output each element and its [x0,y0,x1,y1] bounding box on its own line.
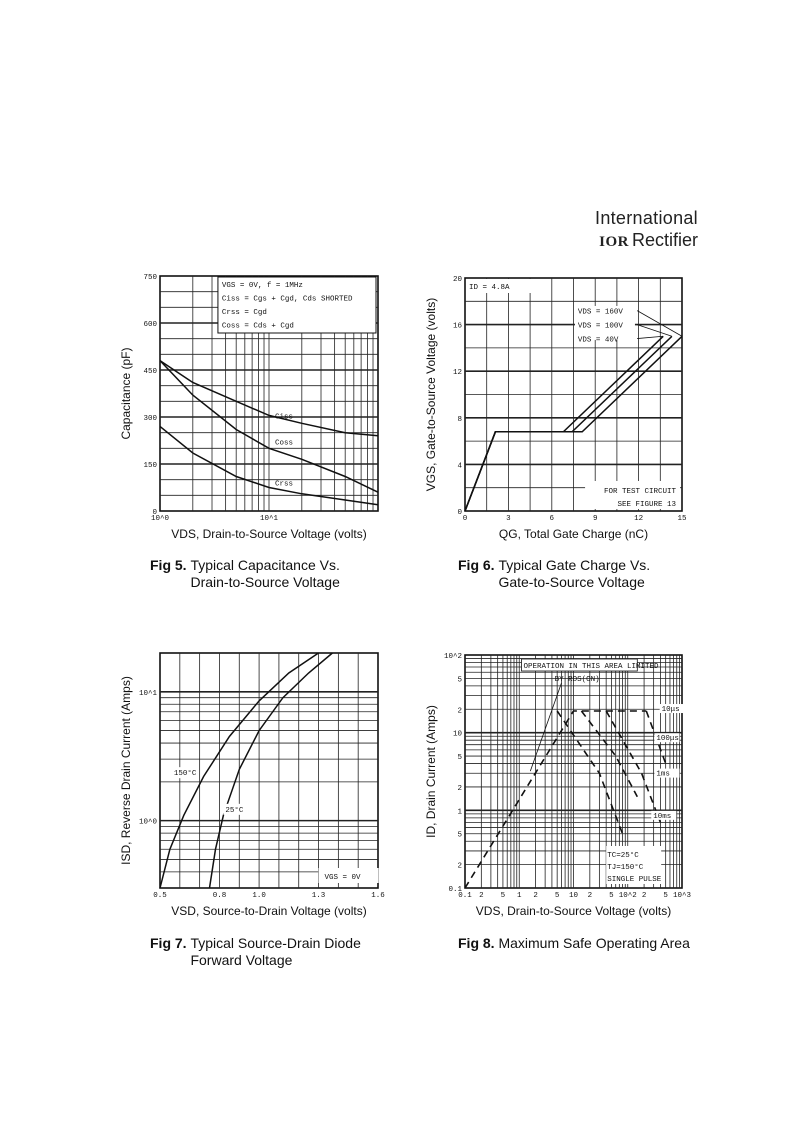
chart-6-x-axis-title: QG, Total Gate Charge (nC) [498,527,649,541]
chart-5-y-tick-label: 750 [143,274,157,282]
chart-8-x-tick-label: 2 [587,892,593,900]
chart-6-y-tick-label: 4 [457,462,462,471]
chart-6-annotation: FOR TEST CIRCUIT [603,488,676,496]
chart-7-x-tick-label: 1.3 [311,892,326,900]
chart-6-x-tick-label: 0 [462,515,468,523]
chart-6-x-tick-label: 3 [506,515,511,523]
logo-brand-mark: IOR [599,234,629,250]
caption-fig7-line2: Forward Voltage [190,952,293,968]
chart-8-y-tick-label: 2 [457,862,462,871]
chart-7-annotation: VGS = 0V [324,874,361,882]
chart-6-y-tick-label: 16 [452,322,462,331]
chart-8-series-label: 10ms [653,812,672,821]
chart-8-y-tick-label: 10 [452,730,462,739]
caption-fig7 [150,935,361,969]
chart-6-annotation: ID = 4.8A [469,284,510,292]
chart-8-x-tick-label: 5 [609,892,614,900]
chart-5-series-label: Crss [275,480,294,489]
chart-8-y-tick-label: 0.1 [448,886,462,894]
chart-6-x-tick-label: 9 [592,515,598,523]
caption-fig6-number: Fig 6. [458,557,495,573]
chart-8-series-label: 1ms [656,770,670,779]
chart-6-annotation: SEE FIGURE 13 [617,501,676,509]
chart-8-x-tick-label: 5 [663,892,668,900]
chart-6-grid [465,278,682,511]
chart-5-y-tick-label: 450 [143,368,157,376]
chart-6-series-label: VDS = 100V [577,322,623,331]
chart-8-x-tick-label: 2 [641,892,647,900]
chart-6-y-axis-title: VGS, Gate-to-Source Voltage (volts) [424,297,438,492]
chart-5-x-tick-label: 10^0 [150,515,170,523]
chart-7-x-tick-label: 1.6 [371,892,385,900]
chart-5-series-label: Ciss [275,413,294,422]
chart-8-annotation: TJ=150°C [607,864,644,872]
chart-6-y-tick-label: 0 [457,509,462,517]
chart-8-x-tick-label: 1 [516,892,522,900]
chart-7-x-axis-title: VSD, Source-to-Drain Voltage (volts) [171,904,367,918]
chart-8-series-label: 100μs [656,735,679,744]
chart-8-y-tick-label: 5 [457,831,462,840]
chart-5-y-tick-label: 0 [152,509,157,517]
chart-8-y-tick-label: 10^2 [443,653,462,661]
caption-fig6-line1: Typical Gate Charge Vs. [498,557,651,573]
chart-8-x-tick-label: 0.1 [458,892,472,900]
chart-6-leader-line [637,336,663,338]
chart-5-y-tick-label: 150 [143,462,157,470]
chart-8-annotation: OPERATION IN THIS AREA LIMITED [523,663,659,671]
chart-7-series-line [210,653,333,888]
caption-fig8 [458,935,690,952]
caption-fig5-line1: Typical Capacitance Vs. [190,557,340,573]
chart-6-x-tick-label: 12 [634,515,644,523]
chart-8-x-tick-label: 10 [568,892,579,900]
chart-6-x-tick-label: 15 [677,515,687,523]
chart-8-annotation: BY RDS(ON) [554,676,600,684]
chart-6-y-tick-label: 8 [457,415,462,424]
caption-fig6 [458,557,650,591]
chart-8-annotation: TC=25°C [607,852,639,860]
chart-8-x-tick-label: 2 [479,892,484,900]
chart-8-x-tick-label: 5 [554,892,560,900]
caption-fig5 [150,557,340,591]
chart-8-x-tick-label: 10^3 [672,892,692,900]
logo-line-2-text: Rectifier [631,230,698,250]
chart-8-y-tick-label: 5 [457,754,462,763]
chart-7-series-label: 150°C [173,770,197,779]
chart-5-legend-line: Crss = Cgd [221,309,267,317]
caption-fig6-line2: Gate-to-Source Voltage [498,574,645,590]
caption-fig5-line2: Drain-to-Source Voltage [190,574,340,590]
chart-8-annotation: SINGLE PULSE [607,876,662,884]
chart-6-y-tick-label: 20 [452,276,462,284]
chart-7-series-label: 25°C [225,806,244,815]
chart-8-x-axis-title: VDS, Drain-to-Source Voltage (volts) [475,904,672,918]
chart-8-y-axis-title: ID, Drain Current (Amps) [424,705,438,838]
chart-8-y-tick-label: 5 [457,676,462,685]
caption-fig8-number: Fig 8. [458,935,495,951]
chart-7-y-axis-title: ISD, Reverse Drain Current (Amps) [119,676,133,865]
caption-fig5-number: Fig 5. [150,557,187,573]
chart-6-series-label: VDS = 160V [577,308,623,317]
caption-fig8-line1: Maximum Safe Operating Area [498,935,690,951]
chart-5-y-tick-label: 300 [143,415,157,423]
chart-5-legend-line: VGS = 0V, f = 1MHz [221,282,303,290]
logo-line-1: International [595,208,698,228]
chart-8-x-tick-label: 5 [500,892,506,900]
chart-8-series-label: 10μs [661,706,680,715]
chart-5-y-tick-label: 600 [143,321,157,329]
chart-5-y-axis-title: Capacitance (pF) [119,347,133,440]
chart-5-x-tick-label: 10^1 [259,515,279,523]
caption-fig7-line1: Typical Source-Drain Diode [190,935,361,951]
chart-6-series-label: VDS = 40V [577,336,619,345]
chart-7-y-tick-label: 10^0 [138,818,157,827]
chart-6-x-tick-label: 6 [549,515,555,523]
chart-5-legend-line: Coss = Cds + Cgd [221,322,294,331]
chart-6-leader-line [637,325,672,337]
chart-7-x-tick-label: 1.0 [252,892,266,900]
chart-5-x-axis-title: VDS, Drain-to-Source Voltage (volts) [171,527,367,541]
chart-5-series-label: Coss [275,439,294,448]
chart-8-y-tick-label: 2 [457,784,462,793]
chart-7-x-tick-label: 0.8 [212,892,227,900]
chart-5-legend-line: Ciss = Cgs + Cgd, Cds SHORTED [221,295,353,304]
chart-7-y-tick-label: 10^1 [138,689,157,698]
chart-8-x-tick-label: 10^2 [618,892,637,900]
caption-fig7-number: Fig 7. [150,935,187,951]
chart-6-y-tick-label: 12 [452,369,462,378]
chart-8-y-tick-label: 1 [457,808,462,817]
chart-8-x-tick-label: 2 [533,892,538,900]
chart-7-x-tick-label: 0.5 [153,892,167,900]
chart-8-y-tick-label: 2 [457,707,462,716]
